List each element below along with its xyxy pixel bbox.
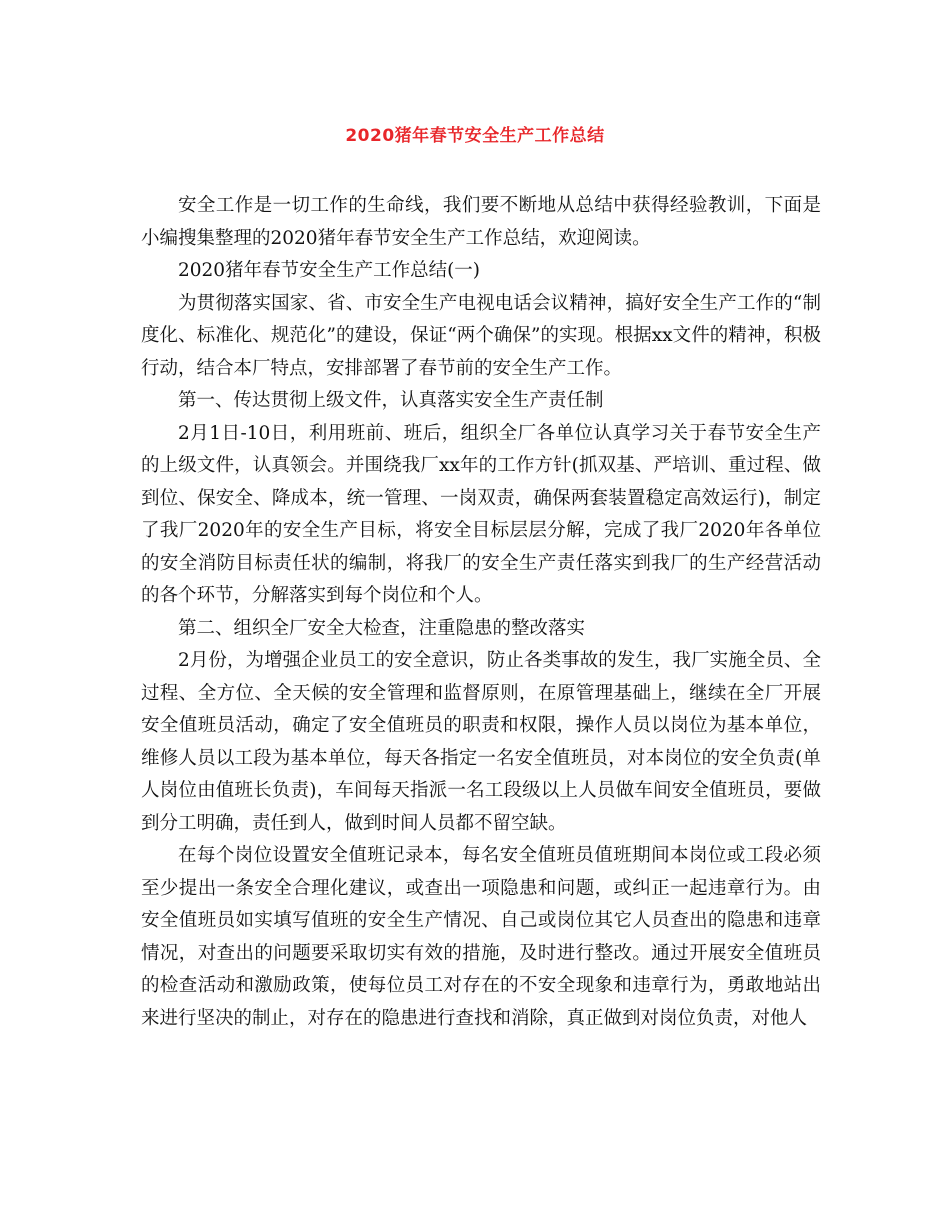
document-body [141,190,821,1035]
section-heading-second: 第二、组织全厂安全大检查，注重隐患的整改落实 [178,617,586,639]
paragraph-second-detail: 2月份，为增强企业员工的安全意识，防止各类事故的发生，我厂实施全员、全过程、全方位、全天候的安全管理和监督原则，在原管理基础上，继续在全厂开展安全值班员活动，确定了安全值班员的职责和权限，操作人员以岗位为基本单位，维修人员以工段为基本单位，每天各指定一名安全值班员，对本岗位的安全负责(单人岗位由值班长负责)，车间每天指派一名工段级以上人员做车间安全值班员，要做到分工明确，责任到人，做到时间人员都不留空缺。 [141,650,821,834]
document-title: 2020猪年春节安全生产工作总结 [345,126,605,146]
section-heading-part-one: 2020猪年春节安全生产工作总结(一) [178,260,481,281]
section-heading-first: 第一、传达贯彻上级文件，认真落实安全生产责任制 [178,390,604,411]
paragraph-background: 为贯彻落实国家、省、市安全生产电视电话会议精神，搞好安全生产工作的“制度化、标准化、规范化”的建设，保证“两个确保”的实现。根据xx文件的精神，积极行动，结合本厂特点，安排部署了春节前的安全生产工作。 [141,292,821,379]
paragraph-intro: 安全工作是一切工作的生命线，我们要不断地从总结中获得经验教训，下面是小编搜集整理的2020猪年春节安全生产工作总结，欢迎阅读。 [141,195,821,249]
paragraph-duty-record: 在每个岗位设置安全值班记录本，每名安全值班员值班期间本岗位或工段必须至少提出一条安全合理化建议，或查出一项隐患和问题，或纠正一起违章行为。由安全值班员如实填写值班的安全生产情况、自己或岗位其它人员查出的隐患和违章情况，对查出的问题要采取切实有效的措施，及时进行整改。通过开展安全值班员的检查活动和激励政策，使每位员工对存在的不安全现象和违章行为，勇敢地站出来进行坚决的制止，对存在的隐患进行查找和消除，真正做到对岗位负责，对他人 [141,845,821,1029]
paragraph-first-detail: 2月1日-10日，利用班前、班后，组织全厂各单位认真学习关于春节安全生产的上级文件，认真领会。并围绕我厂xx年的工作方针(抓双基、严培训、重过程、做到位、保安全、降成本，统一管理、一岗双责，确保两套装置稳定高效运行)，制定了我厂2020年的安全生产目标，将安全目标层层分解，完成了我厂2020年各单位的安全消防目标责任状的编制，将我厂的安全生产责任落实到我厂的生产经营活动的各个环节，分解落实到每个岗位和个人。 [141,422,821,606]
